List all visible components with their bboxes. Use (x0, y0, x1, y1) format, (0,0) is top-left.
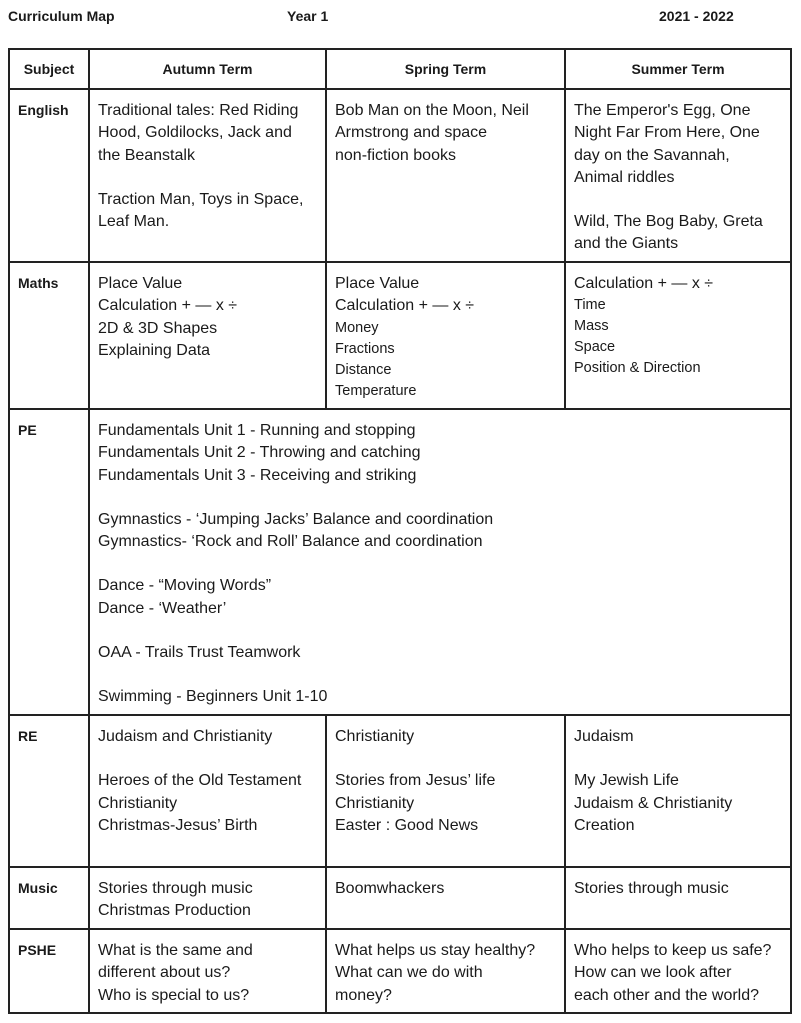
cell-line: day on the Savannah, (574, 146, 730, 164)
pshe-spring (326, 929, 565, 1013)
cell-line: What can we do with (335, 964, 483, 982)
cell-line: Traditional tales: Red Riding (98, 102, 299, 119)
line-spacer (98, 167, 317, 189)
cell-line: Christmas-Jesus’ Birth (98, 816, 258, 834)
cell-line: OAA - Trails Trust Teamwork (98, 644, 301, 662)
cell-line: Easter : Good News (335, 816, 479, 834)
table-row-re (9, 715, 791, 867)
english-summer (565, 89, 791, 262)
cell-line: Judaism & Christianity (574, 794, 733, 812)
cell-line: Place Value (98, 275, 183, 292)
cell-line: Judaism (574, 728, 634, 745)
re-spring (326, 715, 565, 867)
maths-summer (565, 262, 791, 409)
cell-line: Calculation + — x ÷ (574, 275, 714, 292)
cell-line: Hood, Goldilocks, Jack and (98, 124, 292, 142)
music-summer (565, 867, 791, 929)
re-summer (565, 715, 791, 867)
line-spacer (98, 553, 782, 575)
line-spacer (574, 748, 782, 770)
cell-line: Space (574, 339, 616, 356)
re-autumn (89, 715, 326, 867)
pshe-autumn (89, 929, 326, 1013)
cell-line: Temperature (335, 382, 417, 399)
cell-line: Animal riddles (574, 168, 675, 186)
column-header-autumn: Autumn Term (89, 49, 326, 89)
line-spacer (98, 487, 782, 509)
cell-line: Calculation + — x ÷ (335, 297, 475, 315)
line-spacer (98, 748, 317, 770)
document-title: Curriculum Map (8, 8, 115, 24)
cell-line: Gymnastics - ‘Jumping Jacks’ Balance and coordination (98, 510, 494, 528)
cell-line: My Jewish Life (574, 772, 679, 790)
subject-pshe: PSHE (9, 929, 89, 1013)
cell-line: Distance (335, 361, 392, 378)
cell-line: each other and the world? (574, 986, 760, 1004)
cell-line: Fundamentals Unit 3 - Receiving and striking (98, 466, 417, 484)
cell-line: Boomwhackers (335, 880, 445, 897)
cell-line: Calculation + — x ÷ (98, 297, 238, 315)
music-autumn (89, 867, 326, 929)
cell-line: Wild, The Bog Baby, Greta (574, 213, 763, 231)
english-spring (326, 89, 565, 262)
cell-line: Time (574, 297, 606, 314)
cell-line: Christmas Production (98, 902, 251, 920)
cell-line: Gymnastics- ‘Rock and Roll’ Balance and coordination (98, 533, 483, 551)
cell-line: What helps us stay healthy? (335, 942, 536, 959)
cell-line: Heroes of the Old Testament (98, 772, 302, 790)
cell-line: and the Giants (574, 235, 679, 253)
cell-line: Explaining Data (98, 341, 211, 359)
cell-line: Position & Direction (574, 360, 701, 377)
cell-line: Who helps to keep us safe? (574, 942, 772, 959)
subject-maths: Maths (9, 262, 89, 409)
cell-line: What is the same and (98, 942, 253, 959)
cell-line: Christianity (335, 728, 415, 745)
column-header-subject: Subject (9, 49, 89, 89)
cell-line: Dance - ‘Weather’ (98, 599, 227, 617)
cell-line: Mass (574, 318, 609, 335)
cell-line: Armstrong and space (335, 124, 488, 142)
subject-pe: PE (9, 409, 89, 715)
cell-line: Leaf Man. (98, 213, 170, 231)
cell-line: Fundamentals Unit 2 - Throwing and catching (98, 444, 421, 462)
cell-line: Christianity (98, 794, 178, 812)
english-autumn (89, 89, 326, 262)
line-spacer (574, 189, 782, 211)
cell-line: How can we look after (574, 964, 732, 982)
cell-line: Fundamentals Unit 1 - Running and stopping (98, 422, 416, 439)
academic-year: 2021 - 2022 (659, 8, 734, 24)
subject-english: English (9, 89, 89, 262)
year-label: Year 1 (287, 8, 329, 24)
table-header-row (9, 49, 791, 89)
table-row-music (9, 867, 791, 929)
cell-line: the Beanstalk (98, 146, 195, 164)
pshe-summer (565, 929, 791, 1013)
table-row-maths (9, 262, 791, 409)
cell-line: Stories through music (98, 880, 253, 897)
cell-line: Stories through music (574, 880, 729, 897)
cell-line: The Emperor's Egg, One (574, 102, 751, 119)
cell-line: Christianity (335, 794, 415, 812)
pe-all-terms (89, 409, 791, 715)
cell-line: Creation (574, 816, 635, 834)
cell-line: money? (335, 986, 392, 1004)
line-spacer (335, 748, 556, 770)
cell-line: Swimming - Beginners Unit 1-10 (98, 688, 328, 706)
line-spacer (98, 664, 782, 686)
table-row-pe (9, 409, 791, 715)
cell-line: Fractions (335, 340, 395, 357)
cell-line: Place Value (335, 275, 420, 292)
cell-line: Dance - “Moving Words” (98, 577, 272, 595)
line-spacer (98, 620, 782, 642)
curriculum-table (8, 48, 792, 1014)
subject-re: RE (9, 715, 89, 867)
subject-music: Music (9, 867, 89, 929)
cell-line: Money (335, 319, 379, 336)
column-header-summer: Summer Term (565, 49, 791, 89)
cell-line: Night Far From Here, One (574, 124, 760, 142)
cell-line: Judaism and Christianity (98, 728, 273, 745)
cell-line: Stories from Jesus’ life (335, 772, 496, 790)
cell-line: different about us? (98, 964, 231, 982)
column-header-spring: Spring Term (326, 49, 565, 89)
cell-line: non-fiction books (335, 146, 456, 164)
cell-line: Bob Man on the Moon, Neil (335, 102, 529, 119)
table-row-english (9, 89, 791, 262)
cell-line: Who is special to us? (98, 986, 250, 1004)
cell-line: 2D & 3D Shapes (98, 319, 218, 337)
music-spring (326, 867, 565, 929)
table-row-pshe (9, 929, 791, 1013)
maths-autumn (89, 262, 326, 409)
cell-line: Traction Man, Toys in Space, (98, 190, 304, 208)
maths-spring (326, 262, 565, 409)
